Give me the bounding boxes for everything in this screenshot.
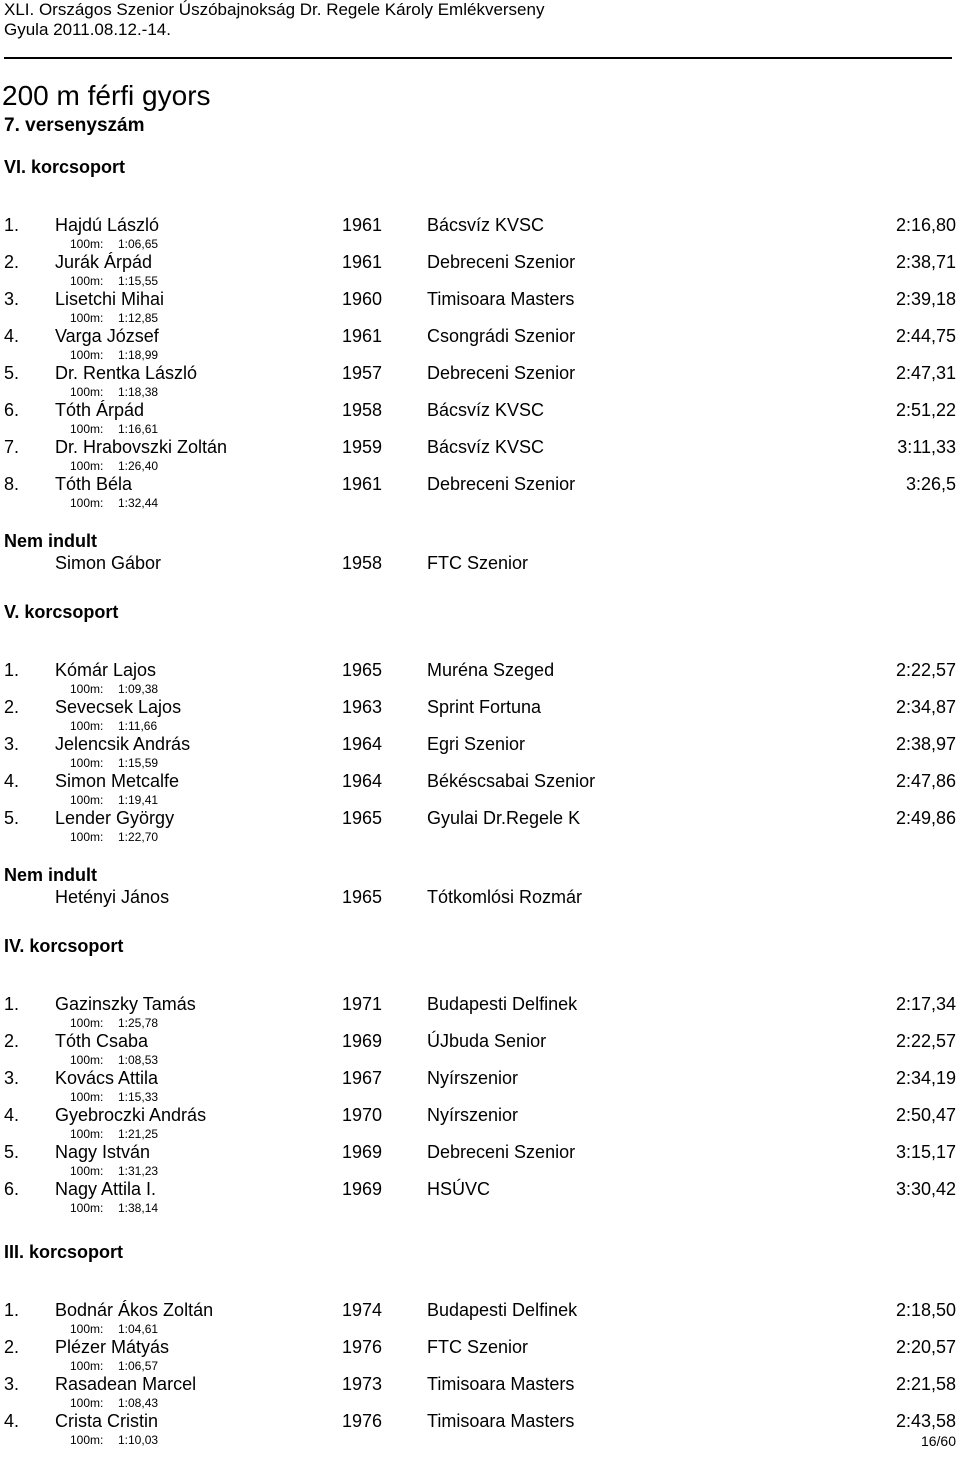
birth-year: 1961 <box>342 474 383 494</box>
age-group-section <box>0 929 960 1235</box>
result-rank: 3. <box>4 734 20 754</box>
split-label: 100m: <box>70 1396 104 1410</box>
final-time: 2:38,71 <box>895 252 956 272</box>
split-time: 1:38,14 <box>118 1201 159 1215</box>
split-time: 1:04,61 <box>118 1322 159 1336</box>
result-row <box>0 1178 960 1201</box>
split-label: 100m: <box>70 682 104 696</box>
swimmer-name: Rasadean Marcel <box>55 1374 197 1394</box>
club-name: HSÚVC <box>427 1179 491 1199</box>
split-time: 1:06,57 <box>118 1359 159 1373</box>
split-row <box>0 719 960 733</box>
spacer <box>0 1277 960 1299</box>
spacer <box>0 1215 960 1235</box>
split-row <box>0 237 960 251</box>
page-header <box>4 0 956 40</box>
birth-year: 1959 <box>342 437 383 457</box>
split-label: 100m: <box>70 422 104 436</box>
result-row <box>0 1141 960 1164</box>
swimmer-name: Crista Cristin <box>55 1411 159 1431</box>
result-row <box>0 807 960 830</box>
final-time: 3:30,42 <box>895 1179 956 1199</box>
split-row <box>0 1359 960 1373</box>
birth-year: 1976 <box>342 1337 383 1357</box>
birth-year: 1967 <box>342 1068 383 1088</box>
split-label: 100m: <box>70 830 104 844</box>
result-row <box>0 325 960 348</box>
split-label: 100m: <box>70 459 104 473</box>
birth-year: 1960 <box>342 289 383 309</box>
final-time: 2:18,50 <box>895 1300 956 1320</box>
birth-year: 1957 <box>342 363 383 383</box>
club-name: Egri Szenior <box>427 734 526 754</box>
birth-year: 1973 <box>342 1374 383 1394</box>
result-rank: 2. <box>4 697 20 717</box>
club-name: Csongrádi Szenior <box>427 326 576 346</box>
split-time: 1:16,61 <box>118 422 159 436</box>
final-time: 2:47,86 <box>895 771 956 791</box>
final-time: 2:51,22 <box>895 400 956 420</box>
split-row <box>0 1090 960 1104</box>
swimmer-name: Sevecsek Lajos <box>55 697 182 717</box>
birth-year: 1969 <box>342 1142 383 1162</box>
result-row <box>0 1067 960 1090</box>
spacer <box>0 637 960 659</box>
birth-year: 1961 <box>342 215 383 235</box>
swimmer-name: Hetényi János <box>55 887 170 907</box>
club-name: Bácsvíz KVSC <box>427 437 545 457</box>
club-name: ÚJbuda Senior <box>427 1031 547 1051</box>
split-row <box>0 422 960 436</box>
page-number: 16/60 <box>920 1433 956 1449</box>
age-group-section <box>0 150 960 595</box>
split-time: 1:18,38 <box>118 385 159 399</box>
final-time: 2:20,57 <box>895 1337 956 1357</box>
result-row <box>0 1299 960 1322</box>
club-name: FTC Szenior <box>427 1337 529 1357</box>
club-name: Gyulai Dr.Regele K <box>427 808 581 828</box>
club-name: Timisoara Masters <box>427 1374 575 1394</box>
result-row <box>0 1410 960 1433</box>
event-title: 200 m férfi gyors <box>2 80 211 111</box>
spacer <box>0 192 960 214</box>
club-name: Bácsvíz KVSC <box>427 215 545 235</box>
club-name: Bácsvíz KVSC <box>427 400 545 420</box>
spacer <box>0 510 960 530</box>
split-row <box>0 459 960 473</box>
club-name: Nyírszenior <box>427 1068 519 1088</box>
age-group-section <box>0 595 960 929</box>
birth-year: 1965 <box>342 660 383 680</box>
final-time: 2:43,58 <box>895 1411 956 1431</box>
final-time: 2:38,97 <box>895 734 956 754</box>
split-time: 1:25,78 <box>118 1016 159 1030</box>
birth-year: 1971 <box>342 994 383 1014</box>
split-label: 100m: <box>70 385 104 399</box>
club-name: FTC Szenior <box>427 553 529 573</box>
split-row <box>0 1322 960 1336</box>
split-label: 100m: <box>70 756 104 770</box>
swimmer-name: Tóth Csaba <box>55 1031 149 1051</box>
split-row <box>0 496 960 510</box>
split-row <box>0 830 960 844</box>
swimmer-name: Nagy Attila I. <box>55 1179 157 1199</box>
split-time: 1:06,65 <box>118 237 159 251</box>
split-time: 1:22,70 <box>118 830 159 844</box>
split-time: 1:10,03 <box>118 1433 159 1447</box>
split-label: 100m: <box>70 1164 104 1178</box>
club-name: Debreceni Szenior <box>427 252 576 272</box>
final-time: 3:15,17 <box>895 1142 956 1162</box>
club-name: Debreceni Szenior <box>427 1142 576 1162</box>
result-rank: 7. <box>4 437 20 457</box>
birth-year: 1963 <box>342 697 383 717</box>
result-rank: 2. <box>4 252 20 272</box>
split-label: 100m: <box>70 1090 104 1104</box>
split-time: 1:08,43 <box>118 1396 159 1410</box>
club-name: Sprint Fortuna <box>427 697 542 717</box>
birth-year: 1974 <box>342 1300 383 1320</box>
swimmer-name: Kómár Lajos <box>55 660 157 680</box>
club-name: Békéscsabai Szenior <box>427 771 596 791</box>
birth-year: 1961 <box>342 326 383 346</box>
birth-year: 1969 <box>342 1179 383 1199</box>
swimmer-name: Jelencsik András <box>55 734 191 754</box>
split-row <box>0 1016 960 1030</box>
swimmer-name: Jurák Árpád <box>55 252 153 272</box>
final-time: 2:47,31 <box>895 363 956 383</box>
did-not-start-heading: Nem indult <box>4 531 97 551</box>
club-name: Budapesti Delfinek <box>427 994 578 1014</box>
result-rank: 4. <box>4 771 20 791</box>
final-time: 2:16,80 <box>895 215 956 235</box>
split-label: 100m: <box>70 274 104 288</box>
club-name: Timisoara Masters <box>427 289 575 309</box>
split-label: 100m: <box>70 719 104 733</box>
split-time: 1:15,55 <box>118 274 159 288</box>
spacer <box>0 1447 960 1467</box>
final-time: 2:44,75 <box>895 326 956 346</box>
split-row <box>0 793 960 807</box>
club-name: Timisoara Masters <box>427 1411 575 1431</box>
split-time: 1:32,44 <box>118 496 159 510</box>
final-time: 2:22,57 <box>895 660 956 680</box>
swimmer-name: Varga József <box>55 326 159 346</box>
final-time: 2:22,57 <box>895 1031 956 1051</box>
result-row <box>0 770 960 793</box>
split-row <box>0 274 960 288</box>
did-not-start-heading: Nem indult <box>4 865 97 885</box>
swimmer-name: Bodnár Ákos Zoltán <box>55 1300 214 1320</box>
final-time: 2:50,47 <box>895 1105 956 1125</box>
club-name: Debreceni Szenior <box>427 474 576 494</box>
split-label: 100m: <box>70 496 104 510</box>
result-row <box>0 696 960 719</box>
spacer <box>0 844 960 864</box>
spacer <box>0 909 960 929</box>
split-row <box>0 1164 960 1178</box>
final-time: 2:34,87 <box>895 697 956 717</box>
result-row <box>0 288 960 311</box>
result-row <box>0 1104 960 1127</box>
result-row <box>0 436 960 459</box>
split-label: 100m: <box>70 1322 104 1336</box>
birth-year: 1964 <box>342 771 383 791</box>
split-row <box>0 348 960 362</box>
split-time: 1:15,59 <box>118 756 159 770</box>
result-rank: 1. <box>4 1300 20 1320</box>
split-label: 100m: <box>70 1127 104 1141</box>
result-row <box>0 733 960 756</box>
final-time: 3:26,5 <box>905 474 956 494</box>
swimmer-name: Lender György <box>55 808 175 828</box>
result-rank: 2. <box>4 1031 20 1051</box>
result-row <box>0 1373 960 1396</box>
result-rank: 3. <box>4 289 20 309</box>
birth-year: 1958 <box>342 400 383 420</box>
final-time: 2:21,58 <box>895 1374 956 1394</box>
split-row <box>0 1127 960 1141</box>
result-rank: 3. <box>4 1068 20 1088</box>
result-rank: 6. <box>4 1179 20 1199</box>
birth-year: 1964 <box>342 734 383 754</box>
event-number: 7. versenyszám <box>4 115 145 136</box>
birth-year: 1958 <box>342 553 383 573</box>
result-row <box>0 214 960 237</box>
result-row <box>0 1030 960 1053</box>
final-time: 2:17,34 <box>895 994 956 1014</box>
split-label: 100m: <box>70 793 104 807</box>
result-rank: 1. <box>4 215 20 235</box>
final-time: 2:39,18 <box>895 289 956 309</box>
club-name: Debreceni Szenior <box>427 363 576 383</box>
swimmer-name: Simon Metcalfe <box>55 771 180 791</box>
split-row <box>0 1433 960 1447</box>
split-row <box>0 1396 960 1410</box>
competition-title: XLI. Országos Szenior Úszóbajnokság Dr. Regele Károly Emlékverseny <box>4 0 545 19</box>
swimmer-name: Nagy István <box>55 1142 151 1162</box>
split-label: 100m: <box>70 348 104 362</box>
age-group-heading: IV. korcsoport <box>4 936 124 956</box>
birth-year: 1970 <box>342 1105 383 1125</box>
swimmer-name: Plézer Mátyás <box>55 1337 170 1357</box>
split-label: 100m: <box>70 311 104 325</box>
club-name: Nyírszenior <box>427 1105 519 1125</box>
result-rank: 6. <box>4 400 20 420</box>
split-time: 1:09,38 <box>118 682 159 696</box>
final-time: 2:49,86 <box>895 808 956 828</box>
swimmer-name: Gazinszky Tamás <box>55 994 196 1014</box>
final-time: 3:11,33 <box>897 437 956 457</box>
result-rank: 1. <box>4 994 20 1014</box>
result-row <box>0 251 960 274</box>
results-body <box>0 150 960 1467</box>
spacer <box>0 971 960 993</box>
swimmer-name: Tóth Béla <box>55 474 133 494</box>
spacer <box>0 575 960 595</box>
club-name: Budapesti Delfinek <box>427 1300 578 1320</box>
result-row <box>0 659 960 682</box>
club-name: Tótkomlósi Rozmár <box>427 887 583 907</box>
birth-year: 1969 <box>342 1031 383 1051</box>
split-label: 100m: <box>70 1359 104 1373</box>
split-label: 100m: <box>70 1053 104 1067</box>
result-row <box>0 362 960 385</box>
split-time: 1:08,53 <box>118 1053 159 1067</box>
final-time: 2:34,19 <box>895 1068 956 1088</box>
swimmer-name: Dr. Rentka László <box>55 363 198 383</box>
swimmer-name: Tóth Árpád <box>55 400 145 420</box>
split-label: 100m: <box>70 1433 104 1447</box>
result-row <box>0 399 960 422</box>
result-rank: 5. <box>4 363 20 383</box>
split-time: 1:11,66 <box>118 719 158 733</box>
club-name: Muréna Szeged <box>427 660 555 680</box>
split-row <box>0 385 960 399</box>
age-group-heading: III. korcsoport <box>4 1242 124 1262</box>
dns-row <box>0 552 960 575</box>
birth-year: 1976 <box>342 1411 383 1431</box>
split-time: 1:15,33 <box>118 1090 159 1104</box>
result-rank: 2. <box>4 1337 20 1357</box>
result-rank: 1. <box>4 660 20 680</box>
split-time: 1:19,41 <box>118 793 159 807</box>
age-group-heading: VI. korcsoport <box>4 157 126 177</box>
swimmer-name: Gyebroczki András <box>55 1105 207 1125</box>
swimmer-name: Hajdú László <box>55 215 160 235</box>
split-label: 100m: <box>70 1201 104 1215</box>
swimmer-name: Simon Gábor <box>55 553 162 573</box>
dns-row <box>0 886 960 909</box>
age-group-section <box>0 1235 960 1467</box>
result-row <box>0 473 960 496</box>
result-rank: 5. <box>4 808 20 828</box>
age-group-heading: V. korcsoport <box>4 602 119 622</box>
split-row <box>0 756 960 770</box>
swimmer-name: Dr. Hrabovszki Zoltán <box>55 437 228 457</box>
swimmer-name: Lisetchi Mihai <box>55 289 165 309</box>
result-rank: 3. <box>4 1374 20 1394</box>
split-row <box>0 682 960 696</box>
split-label: 100m: <box>70 237 104 251</box>
split-row <box>0 311 960 325</box>
result-row <box>0 1336 960 1359</box>
result-rank: 5. <box>4 1142 20 1162</box>
birth-year: 1965 <box>342 808 383 828</box>
split-row <box>0 1201 960 1215</box>
result-row <box>0 993 960 1016</box>
result-rank: 4. <box>4 1411 20 1431</box>
split-time: 1:12,85 <box>118 311 159 325</box>
result-rank: 4. <box>4 1105 20 1125</box>
competition-place-date: Gyula 2011.08.12.-14. <box>4 20 171 39</box>
split-row <box>0 1053 960 1067</box>
result-rank: 8. <box>4 474 20 494</box>
birth-year: 1965 <box>342 887 383 907</box>
header-divider <box>4 57 952 59</box>
split-label: 100m: <box>70 1016 104 1030</box>
split-time: 1:26,40 <box>118 459 159 473</box>
split-time: 1:31,23 <box>118 1164 159 1178</box>
birth-year: 1961 <box>342 252 383 272</box>
result-rank: 4. <box>4 326 20 346</box>
swimmer-name: Kovács Attila <box>55 1068 159 1088</box>
split-time: 1:18,99 <box>118 348 159 362</box>
split-time: 1:21,25 <box>118 1127 159 1141</box>
